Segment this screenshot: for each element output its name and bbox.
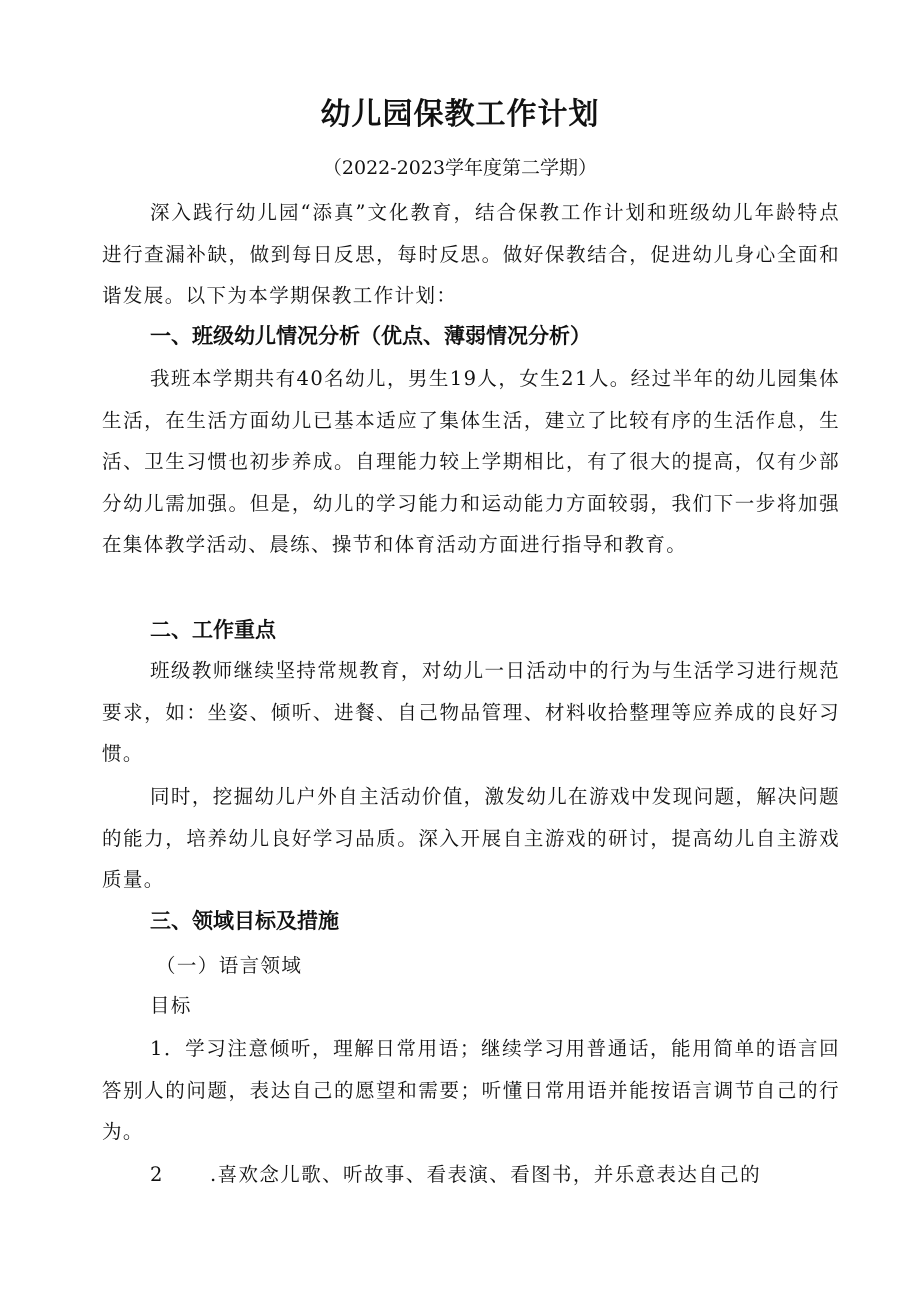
intro-paragraph: 深入践行幼儿园“添真”文化教育，结合保教工作计划和班级幼儿年龄特点进行查漏补缺，做到每日反思，每时反思。做好保教结合，促进幼儿身心全面和谐发展。以下为本学期保教工作计划： bbox=[102, 201, 840, 307]
section-2-body-1: 班级教师继续坚持常规教育，对幼儿一日活动中的行为与生活学习进行规范要求，如：坐姿、倾听、进餐、自己物品管理、材料收拾整理等应养成的良好习惯。 bbox=[102, 659, 840, 765]
goal-item-1: 1．学习注意倾听，理解日常用语；继续学习用普通话，能用简单的语言回答别人的问题，表达自己的愿望和需要；听懂日常用语并能按语言调节自己的行为。 bbox=[102, 1037, 840, 1143]
document-title: 幼儿园保教工作计划 bbox=[320, 97, 600, 132]
goal-label: 目标 bbox=[150, 994, 192, 1017]
section-1-heading: 一、班级幼儿情况分析（优点、薄弱情况分析） bbox=[150, 324, 591, 348]
goal-item-2-text: .喜欢念儿歌、听故事、看表演、看图书，并乐意表达自己的 bbox=[210, 1163, 761, 1186]
document-subtitle: （2022-2023学年度第二学期） bbox=[322, 157, 598, 179]
section-3-heading: 三、领域目标及措施 bbox=[150, 909, 339, 933]
goal-item-2-number: 2 bbox=[150, 1163, 164, 1186]
section-2-heading: 二、工作重点 bbox=[150, 618, 276, 642]
section-1-body: 我班本学期共有40名幼儿，男生19人，女生21人。经过半年的幼儿园集体生活，在生活方面幼儿已基本适应了集体生活，建立了比较有序的生活作息，生活、卫生习惯也初步养成。自理能力较上学期相比，有了很大的提高，仅有少部分幼儿需加强。但是，幼儿的学习能力和运动能力方面较弱，我们下一步将加强在集体教学活动、晨练、操节和体育活动方面进行指导和教育。 bbox=[102, 367, 840, 556]
language-domain-subheading: （一）语言领域 bbox=[156, 954, 303, 977]
section-2-body-2: 同时，挖掘幼儿户外自主活动价值，激发幼儿在游戏中发现问题，解决问题的能力，培养幼儿良好学习品质。深入开展自主游戏的研讨，提高幼儿自主游戏质量。 bbox=[102, 785, 840, 891]
